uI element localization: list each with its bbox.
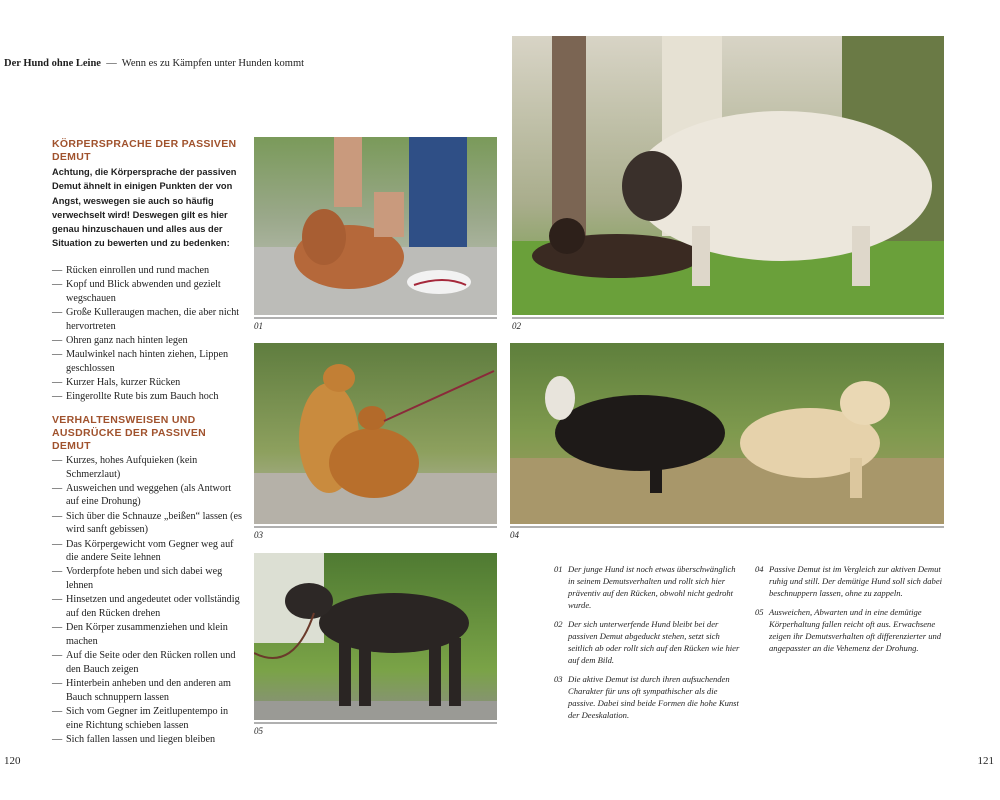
photo-04-label: 04 bbox=[510, 530, 519, 540]
photo-01-dog-rolling-on-back bbox=[254, 137, 497, 315]
caption-05: 05 Ausweichen, Abwarten und in eine demütige Körperhaltung fallen reicht oft aus. Erwachsene zeigen ihr Demutsverhalten oft differenzierter und angepasster an die Vehemenz der Drohung. bbox=[755, 607, 942, 653]
list-item: — Hinterbein anheben und den anderen am Bauch schnuppern lassen bbox=[52, 677, 244, 704]
photo-02-fluffy-dog-over-dog bbox=[512, 36, 944, 315]
page-number-left: 120 bbox=[4, 755, 21, 767]
warning-paragraph: Achtung, die Körpersprache der passiven Demut ähnelt in einigen Punkten der von Angst, weswegen sie auch so häufig verwechselt wird! Deswegen gilt es hier genau hinzuschauen und alles aus der Situation zu bewerten und zu bedenken: bbox=[52, 167, 237, 249]
photo-03-label: 03 bbox=[254, 530, 263, 540]
chapter-title: Wenn es zu Kämpfen unter Hunden kommt bbox=[121, 58, 305, 69]
caption-02: 02 Der sich unterwerfende Hund bleibt bei der passiven Demut abgeduckt stehen, setzt sich seitlich ab oder rollt sich auf den Rücken wie hier auf dem Bild. bbox=[554, 619, 740, 665]
page-number-right: 121 bbox=[977, 755, 994, 767]
header-separator: — bbox=[106, 58, 117, 69]
section-heading-koerpersprache: KÖRPERSPRACHE DER PASSIVEN DEMUT bbox=[52, 138, 237, 163]
list-item: — Kurzes, hohes Aufquieken (kein Schmerzlaut) bbox=[52, 454, 244, 481]
photo-04-rule bbox=[510, 526, 944, 528]
running-header bbox=[4, 58, 304, 69]
list-item: — Auf die Seite oder den Rücken rollen und den Bauch zeigen bbox=[52, 649, 244, 676]
list-item: — Rücken einrollen und rund machen bbox=[52, 264, 244, 278]
list-item: — Sich über die Schnauze „beißen“ lassen (es wird sanft gebissen) bbox=[52, 510, 244, 537]
list-item: — Maulwinkel nach hinten ziehen, Lippen geschlossen bbox=[52, 348, 244, 375]
list-item: — Sich fallen lassen und liegen bleiben bbox=[52, 733, 244, 747]
list-item: — Ausweichen und weggehen (als Antwort auf eine Drohung) bbox=[52, 482, 244, 509]
list-item: — Kurzer Hals, kurzer Rücken bbox=[52, 376, 244, 390]
left-text-column bbox=[52, 138, 244, 747]
list-item: — Ohren ganz nach hinten legen bbox=[52, 334, 244, 348]
list-item: — Eingerollte Rute bis zum Bauch hoch bbox=[52, 390, 244, 404]
photo-05-label: 05 bbox=[254, 726, 263, 736]
captions-column-1 bbox=[554, 563, 744, 728]
photo-01-rule bbox=[254, 317, 497, 319]
list-item: — Hinsetzen und angedeutet oder vollständig auf den Rücken drehen bbox=[52, 593, 244, 620]
photo-02-rule bbox=[512, 317, 944, 319]
list-item: — Große Kulleraugen machen, die aber nicht hervortreten bbox=[52, 306, 244, 333]
list-item: — Sich vom Gegner im Zeitlupentempo in eine Richtung schieben lassen bbox=[52, 705, 244, 732]
photo-04-black-and-cream-dogs bbox=[510, 343, 944, 524]
section-heading-verhaltensweisen: VERHALTENSWEISEN UND AUSDRÜCKE DER PASSIVEN DEMUT bbox=[52, 413, 207, 452]
photo-02-label: 02 bbox=[512, 321, 521, 331]
caption-01: 01 Der junge Hund ist noch etwas überschwänglich in seinem Demutsverhalten und rollt sich hier präventiv auf den Rücken, obwohl nicht gedroht wurde. bbox=[554, 564, 736, 610]
caption-03: 03 Die aktive Demut ist durch ihren aufsuchenden Charakter für uns oft sympathischer als die passive. Dabei sind beide Formen die hohe Kunst der Deeskalation. bbox=[554, 674, 739, 720]
photo-05-dark-dog-on-leash bbox=[254, 553, 497, 720]
captions-column-2 bbox=[755, 563, 945, 661]
list-item: — Vorderpfote heben und sich dabei weg lehnen bbox=[52, 565, 244, 592]
body-language-list bbox=[52, 264, 244, 404]
behaviour-list bbox=[52, 454, 244, 747]
book-title: Der Hund ohne Leine bbox=[4, 58, 101, 69]
caption-04: 04 Passive Demut ist im Vergleich zur aktiven Demut ruhig und still. Der demütige Hund soll sich dabei beschnuppern lassen, ohne zu zappeln. bbox=[755, 564, 943, 598]
list-item: — Den Körper zusammenziehen und klein machen bbox=[52, 621, 244, 648]
list-item: — Kopf und Blick abwenden und gezielt wegschauen bbox=[52, 278, 244, 305]
photo-03-two-golden-dogs bbox=[254, 343, 497, 524]
photo-05-rule bbox=[254, 722, 497, 724]
list-item: — Das Körpergewicht vom Gegner weg auf die andere Seite lehnen bbox=[52, 538, 244, 565]
photo-03-rule bbox=[254, 526, 497, 528]
photo-01-label: 01 bbox=[254, 321, 263, 331]
